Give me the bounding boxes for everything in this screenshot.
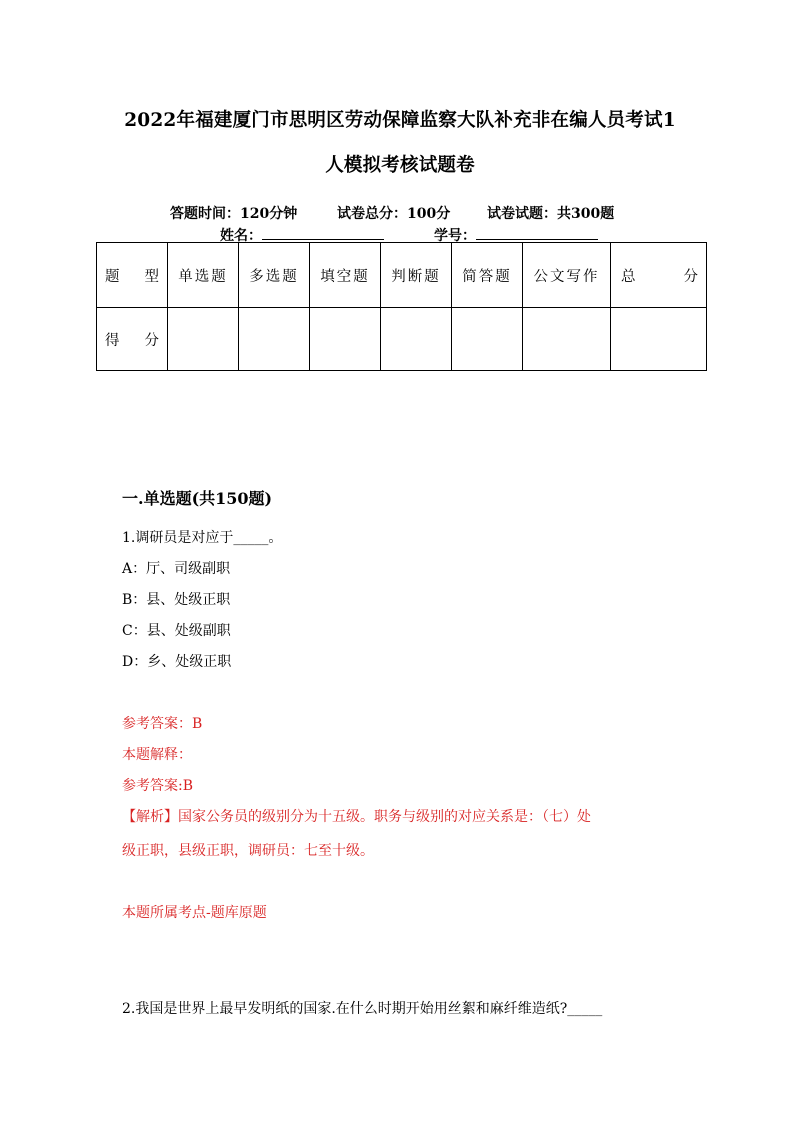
question-1-source: 本题所属考点-题库原题 <box>122 905 267 921</box>
analysis-tag: 【解析】 <box>122 809 178 825</box>
header-fill-blank: 填空题 <box>310 243 381 308</box>
score-cell-short-answer[interactable] <box>452 308 523 371</box>
exam-question-count: 试卷试题：共300题 <box>487 206 615 222</box>
header-single-choice: 单选题 <box>168 243 239 308</box>
header-type-cell: 题 型 <box>97 243 168 308</box>
question-1-answer: 参考答案：B <box>122 716 203 732</box>
name-blank[interactable] <box>262 225 384 240</box>
score-cell-single-choice[interactable] <box>168 308 239 371</box>
score-cell-true-false[interactable] <box>381 308 452 371</box>
score-label-cell: 得 分 <box>97 308 168 371</box>
question-1-analysis-line2: 级正职，县级正职，调研员：七至十级。 <box>122 843 374 859</box>
header-document-writing: 公文写作 <box>523 243 611 308</box>
exam-time: 答题时间：120分钟 <box>170 206 298 222</box>
header-short-answer: 简答题 <box>452 243 523 308</box>
question-1-explanation-label: 本题解释： <box>122 747 192 763</box>
score-table-score-row <box>97 308 707 371</box>
exam-total-score: 试卷总分：100分 <box>337 206 451 222</box>
question-1-option-a: A：厅、司级副职 <box>122 561 231 577</box>
score-cell-total[interactable] <box>611 308 707 371</box>
name-label: 姓名： <box>220 228 262 244</box>
student-id-blank[interactable] <box>476 225 598 240</box>
score-table <box>96 242 707 371</box>
question-1-option-c: C：县、处级副职 <box>122 623 231 639</box>
page-title: 2022年福建厦门市思明区劳动保障监察大队补充非在编人员考试1 <box>124 110 676 131</box>
question-1-stem: 1.调研员是对应于_____。 <box>122 530 283 546</box>
score-table-header-row <box>97 243 707 308</box>
question-1-option-d: D：乡、处级正职 <box>122 654 232 670</box>
question-2-stem: 2.我国是世界上最早发明纸的国家.在什么时期开始用丝絮和麻纤维造纸?_____ <box>122 1001 603 1017</box>
student-id-label: 学号： <box>434 228 476 244</box>
analysis-text-line1: 国家公务员的级别分为十五级。职务与级别的对应关系是：（七）处 <box>178 809 591 825</box>
question-1-analysis <box>122 806 591 826</box>
question-1-answer-repeat: 参考答案:B <box>122 778 194 794</box>
score-cell-multiple-choice[interactable] <box>239 308 310 371</box>
header-multiple-choice: 多选题 <box>239 243 310 308</box>
header-true-false: 判断题 <box>381 243 452 308</box>
score-cell-fill-blank[interactable] <box>310 308 381 371</box>
section-title: 一.单选题(共150题) <box>122 489 273 508</box>
page-title-line2: 人模拟考核试题卷 <box>325 155 475 176</box>
header-total-cell: 总 分 <box>611 243 707 308</box>
question-1-option-b: B：县、处级正职 <box>122 592 231 608</box>
score-cell-document-writing[interactable] <box>523 308 611 371</box>
